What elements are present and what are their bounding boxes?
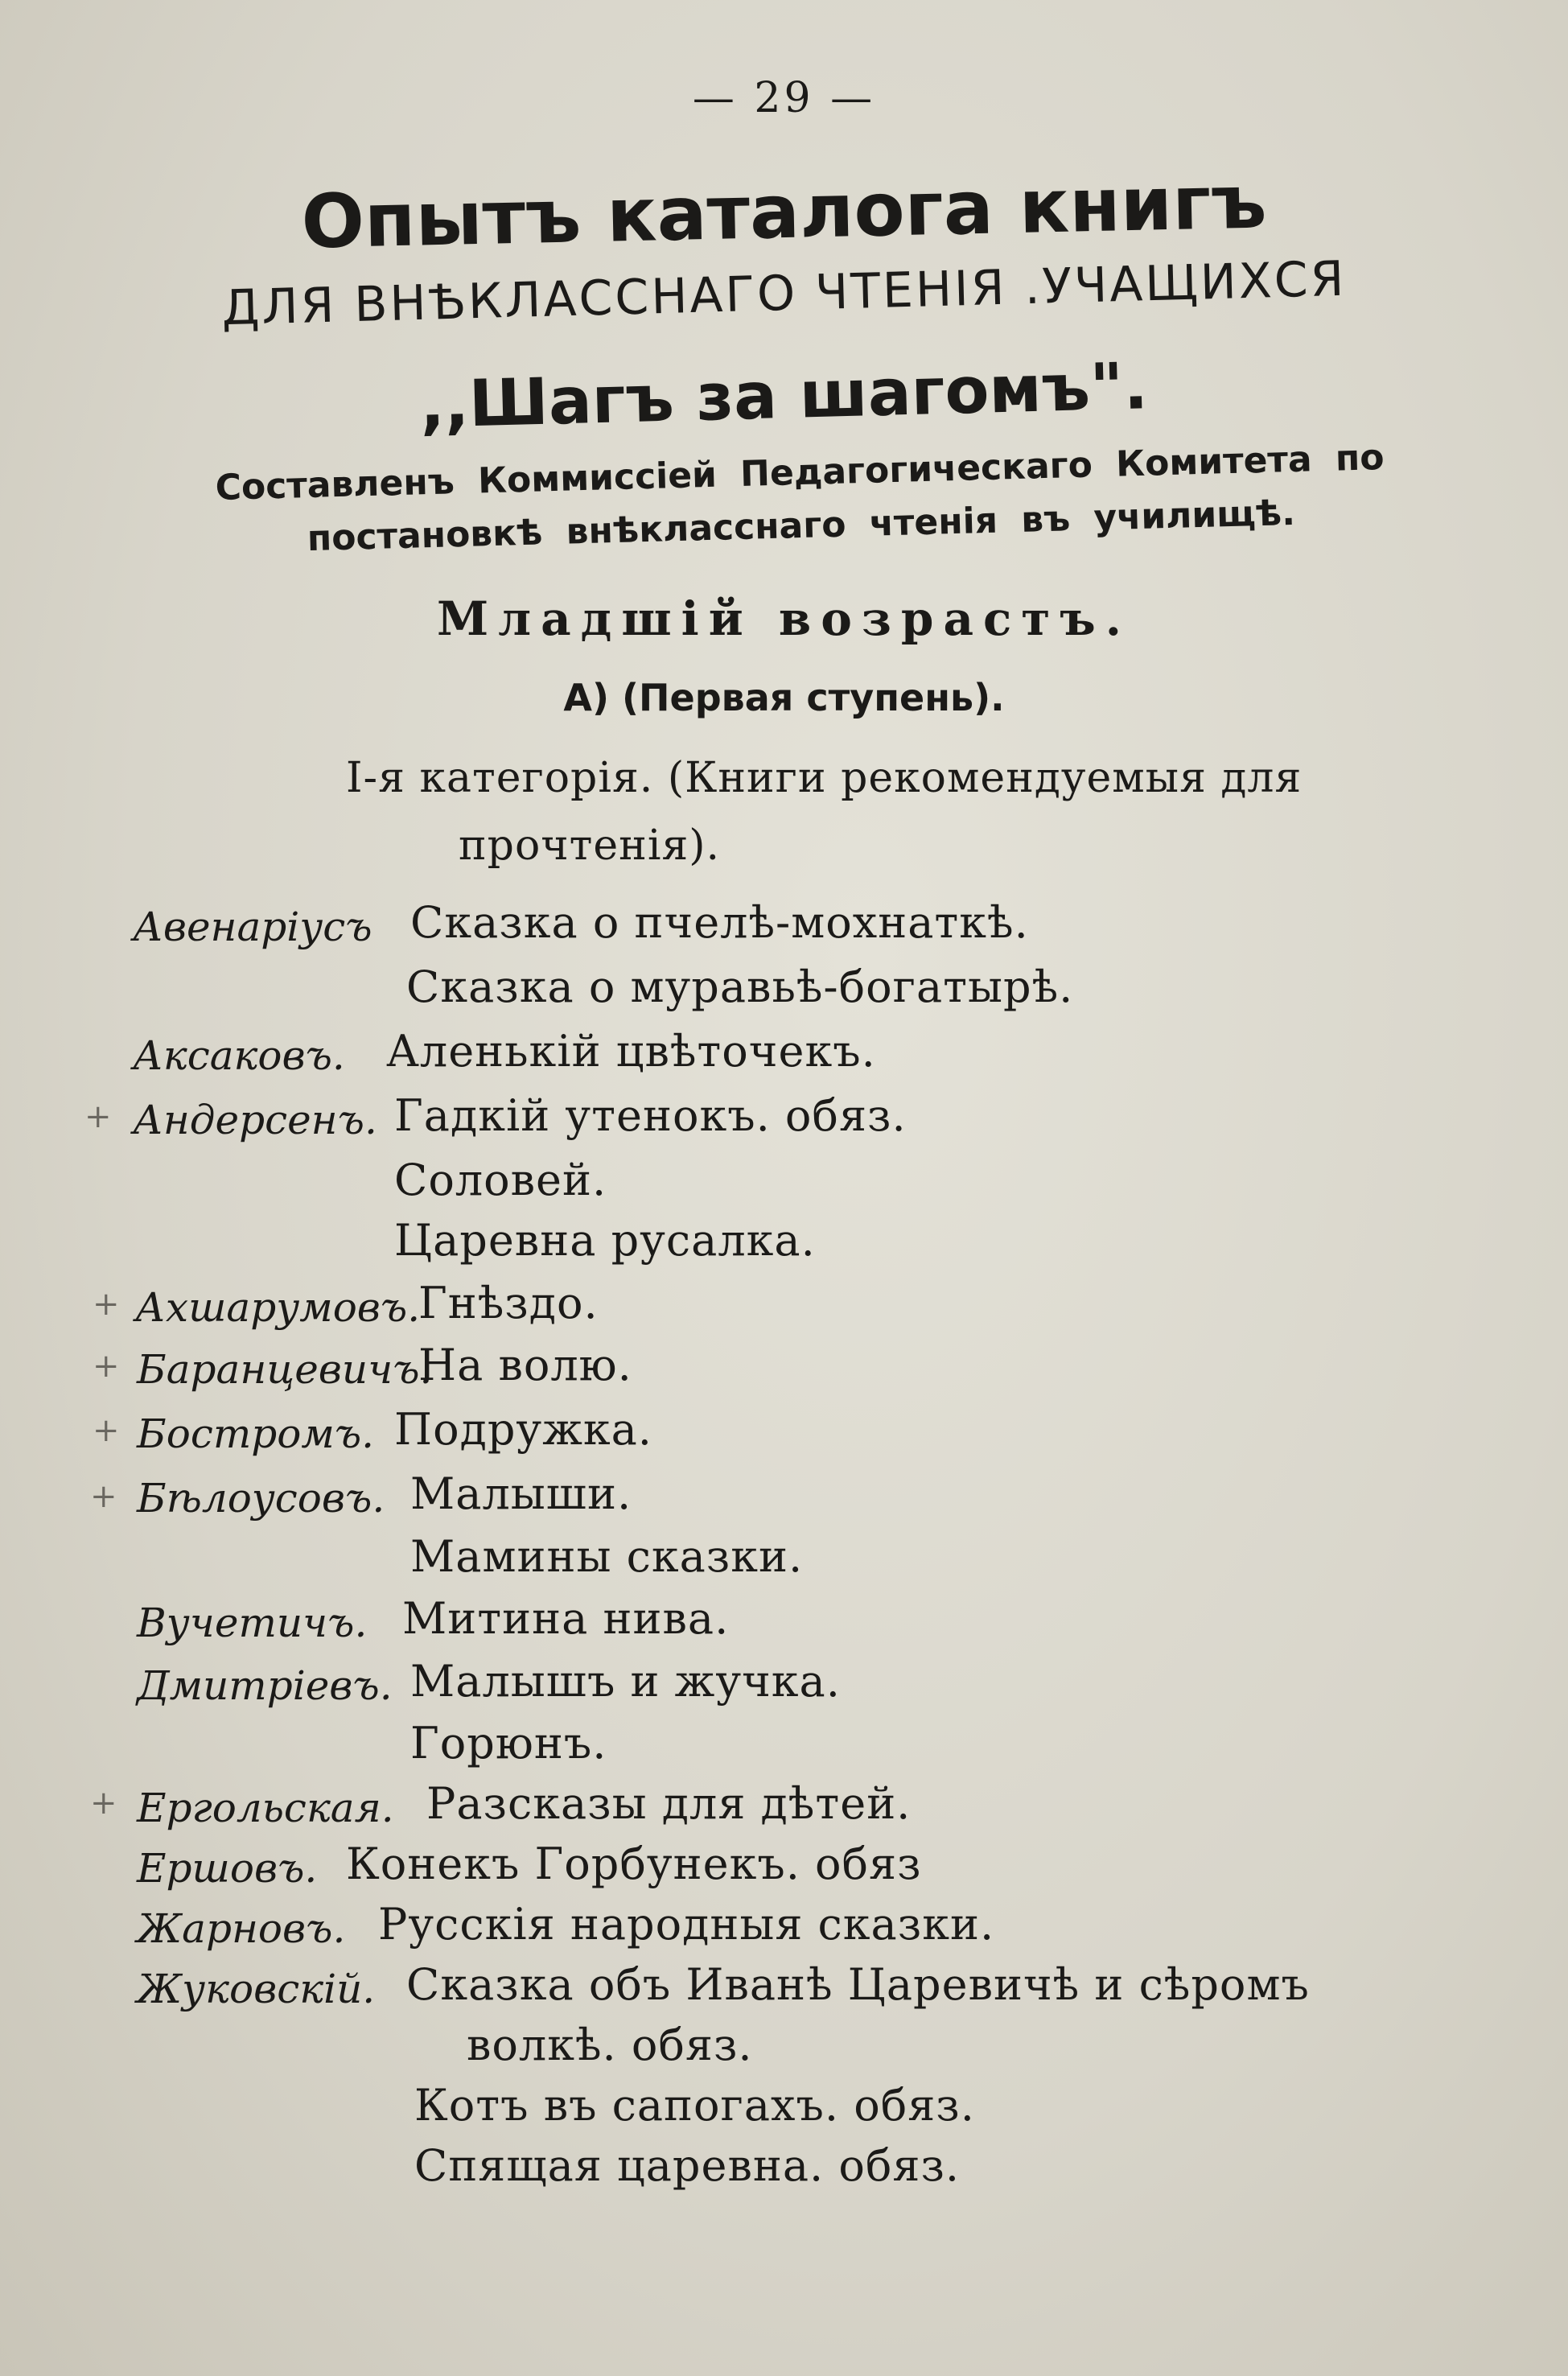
catalog-entry [0,1468,1568,1526]
entry-author: Бѣлоусовъ. [137,1475,385,1522]
catalog-entry [0,1278,1568,1336]
entry-work: Сказка о муравьѣ-богатырѣ. [406,962,1074,1012]
step-heading: А) (Первая ступень). [563,676,1005,719]
entry-author: Баранцевичъ. [137,1346,433,1393]
category-line-2: прочтенія). [459,822,721,870]
catalog-entry [0,962,1568,1019]
catalog-entry [0,1531,1568,1589]
entry-work: Сказка о пчелѣ-мохнаткѣ. [410,897,1029,948]
catalog-entry [0,1404,1568,1462]
margin-mark: + [84,1098,112,1135]
catalog-entry [0,1899,1568,1957]
entry-author: Бостромъ. [137,1410,375,1457]
catalog-entry [0,1090,1568,1148]
entry-work: На волю. [418,1340,632,1390]
catalog-entry [0,1026,1568,1084]
entry-author: Вучетичъ. [137,1600,368,1646]
catalog-entry [0,897,1568,955]
category-heading [346,744,1488,879]
entry-author: Аксаковъ. [133,1032,345,1079]
entry-work: Русскія народныя сказки. [378,1899,995,1950]
compiled-by-note: Составленъ Коммиссіей Педагогическаго Комитета по постановкѣ внѣкласснаго чтенія въ училищѣ. [215,436,1385,560]
catalog-entry [0,2140,1568,2198]
entry-work: Малыши. [410,1468,632,1519]
entry-author: Ершовъ. [137,1845,318,1892]
entry-work: Соловей. [394,1155,607,1205]
margin-mark: + [93,1286,120,1323]
entry-author: Андерсенъ. [133,1097,377,1143]
catalog-entry [0,1778,1568,1836]
catalog-entry [0,1718,1568,1776]
entry-work: Котъ въ сапогахъ. обяз. [414,2080,975,2131]
entry-work: Подружка. [394,1404,652,1455]
entry-work: Сказка объ Иванѣ Царевичѣ и сѣромъ [406,1959,1310,2010]
entry-author: Дмитріевъ. [137,1662,393,1709]
age-group-heading: Младшій возрастъ. [437,591,1131,646]
entry-work: Аленькій цвѣточекъ. [386,1026,876,1077]
entry-work: Гадкій утенокъ. обяз. [394,1090,907,1141]
entry-author: Ахшарумовъ. [135,1284,421,1331]
page-number: — 29 — [692,74,876,122]
entry-work: волкѣ. обяз. [467,2020,753,2070]
catalog-entry [0,1155,1568,1213]
entry-work: Конекъ Горбунекъ. обяз [346,1839,922,1889]
entry-work: Разсказы для дѣтей. [426,1778,912,1829]
catalog-entry [0,1959,1568,2017]
catalog-entry [0,2080,1568,2138]
catalog-subtitle: ДЛЯ ВНѢКЛАССНАГО ЧТЕНІЯ .УЧАЩИХСЯ [220,250,1348,337]
entry-author: Жарновъ. [137,1905,346,1952]
series-name: ,,Шагъ за шагомъ". [418,348,1150,443]
catalog-entry [0,2020,1568,2077]
margin-mark: + [90,1478,117,1515]
entry-work: Спящая царевна. обяз. [414,2140,961,2191]
entry-author: Ергольская. [137,1785,394,1831]
entry-work: Царевна русалка. [394,1215,816,1266]
margin-mark: + [93,1348,120,1385]
entry-work: Митина нива. [402,1593,730,1644]
catalog-entry [0,1593,1568,1651]
entry-work: Мамины сказки. [410,1531,804,1582]
catalog-title: Опытъ каталога книгъ [300,159,1268,266]
category-line-1: І-я категорія. (Книги рекомендуемыя для [346,754,1303,802]
catalog-entry [0,1340,1568,1398]
entry-work: Малышъ и жучка. [410,1656,841,1707]
entry-work: Горюнъ. [410,1718,607,1769]
margin-mark: + [90,1785,117,1822]
entry-author: Жуковскій. [137,1966,376,2012]
entry-work: Гнѣздо. [418,1278,599,1328]
catalog-entry [0,1215,1568,1273]
entry-author: Авенаріусъ [133,904,372,950]
margin-mark: + [93,1412,120,1449]
catalog-entry [0,1656,1568,1714]
catalog-entry [0,1839,1568,1896]
